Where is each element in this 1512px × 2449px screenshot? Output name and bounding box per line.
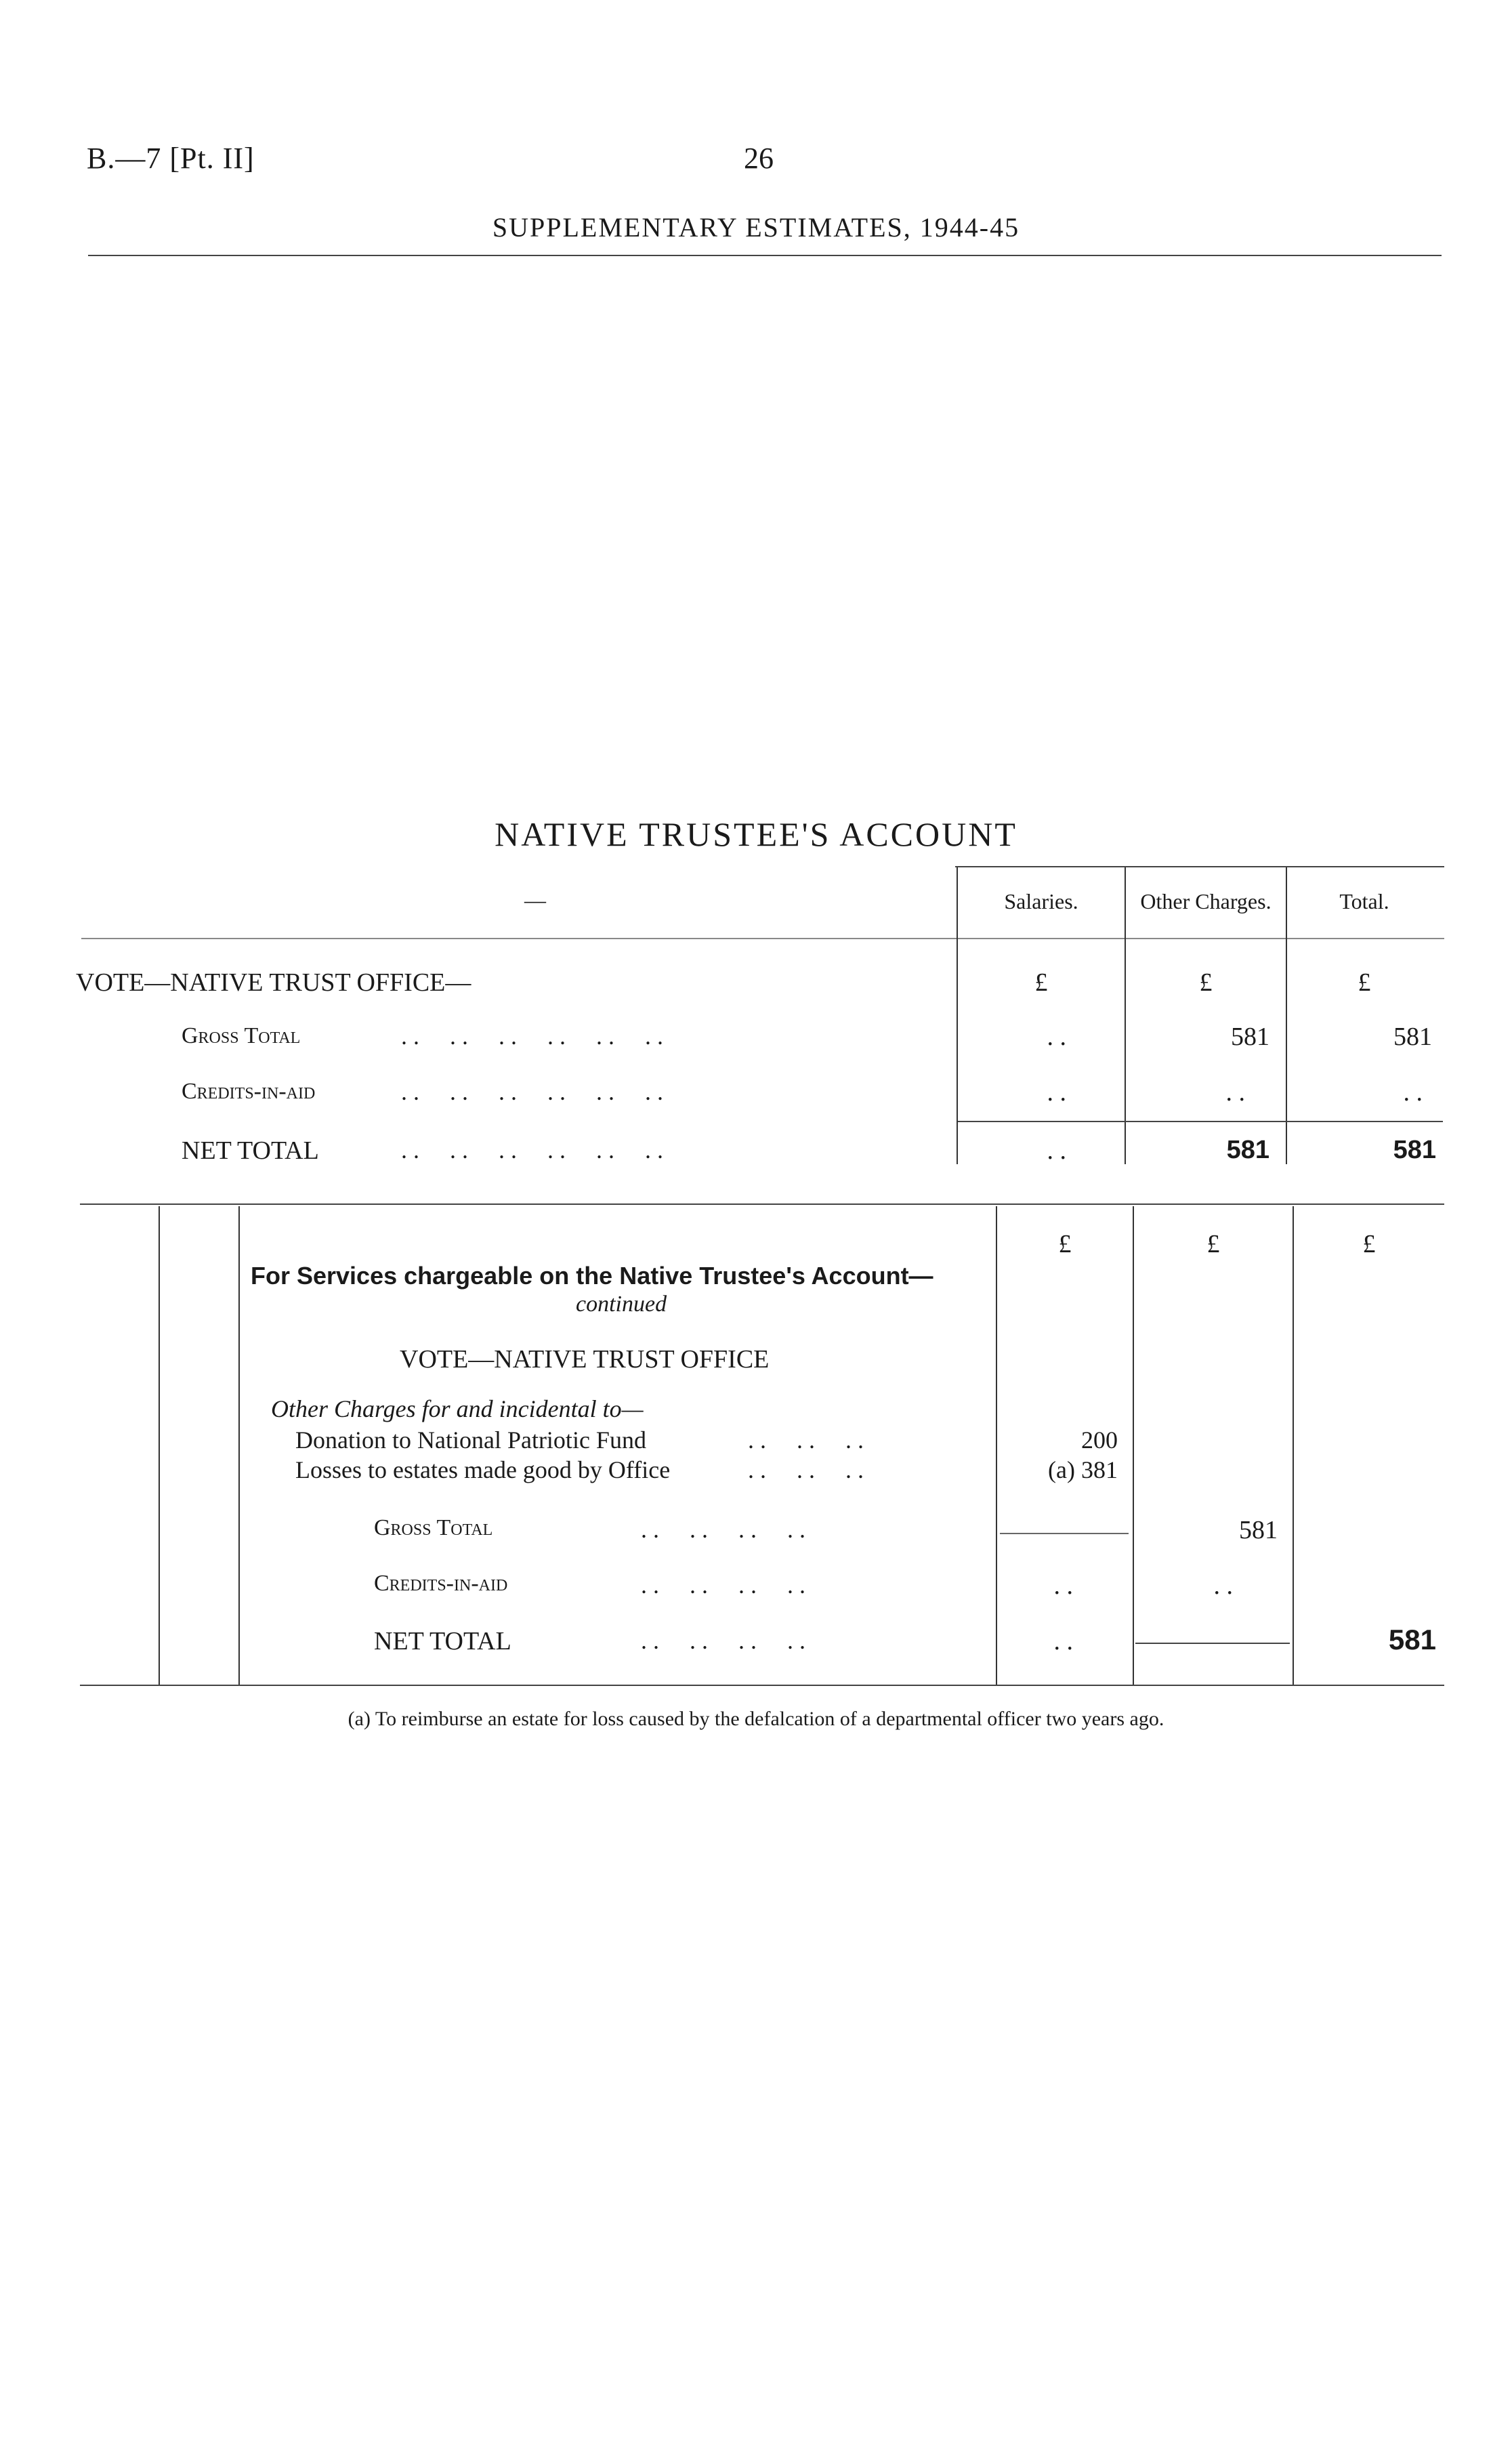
net-total-other: 581 — [1226, 1136, 1269, 1164]
detail-pound-3: £ — [1362, 1230, 1376, 1258]
detail-item-losses: Losses to estates made good by Office — [295, 1456, 671, 1483]
other-charges-column-head: Other Charges. — [1140, 889, 1272, 913]
header-rule — [88, 255, 1442, 256]
detail-left-rule-1 — [159, 1206, 160, 1685]
detail-divider-2 — [1133, 1206, 1134, 1685]
page-title: SUPPLEMENTARY ESTIMATES, 1944-45 — [492, 212, 1020, 243]
detail-item-donation-dots: . . . . . . — [748, 1426, 864, 1454]
detail-credits-in-aid-label: Credits-in-aid — [374, 1571, 508, 1596]
blank-column-head: — — [524, 888, 546, 912]
detail-subhead: Other Charges for and incidental to— — [271, 1395, 644, 1422]
detail-heading: For Services chargeable on the Native Trustee's Account— — [251, 1262, 933, 1290]
detail-bottom-rule — [80, 1685, 1444, 1686]
credits-in-aid-label: Credits-in-aid — [182, 1079, 316, 1104]
detail-item-losses-value: (a) 381 — [1048, 1456, 1118, 1483]
detail-divider-3 — [1293, 1206, 1294, 1685]
net-total-salaries: . . — [1047, 1136, 1066, 1165]
summary-divider-3 — [1286, 867, 1287, 1164]
total-pound: £ — [1358, 968, 1371, 997]
other-pound: £ — [1199, 968, 1213, 997]
detail-net-total-value: 581 — [1388, 1624, 1436, 1655]
account-title: NATIVE TRUSTEE'S ACCOUNT — [495, 815, 1017, 853]
net-total-total: 581 — [1393, 1136, 1436, 1164]
detail-vote: VOTE—NATIVE TRUST OFFICE — [400, 1345, 770, 1374]
gross-total-salaries: . . — [1047, 1023, 1066, 1051]
net-total-label: NET TOTAL — [182, 1136, 319, 1165]
detail-credits-in-aid-dots: . . . . . . . . — [641, 1571, 805, 1599]
detail-net-salaries: . . — [1053, 1627, 1073, 1655]
summary-header-rule — [81, 938, 1444, 939]
detail-item-losses-dots: . . . . . . — [748, 1456, 864, 1483]
salaries-column-head: Salaries. — [1004, 889, 1078, 913]
page-number: 26 — [744, 142, 774, 175]
credits-in-aid-total: . . — [1403, 1078, 1423, 1107]
detail-gross-rule — [1000, 1533, 1129, 1534]
detail-pound-2: £ — [1206, 1230, 1220, 1258]
detail-net-total-label: NET TOTAL — [374, 1627, 511, 1655]
detail-net-rule — [1135, 1643, 1290, 1644]
detail-gross-total-label: Gross Total — [374, 1515, 493, 1540]
summary-divider-2 — [1125, 867, 1126, 1164]
gross-total-label: Gross Total — [182, 1023, 301, 1048]
credits-in-aid-dots: . . . . . . . . . . . . — [401, 1078, 663, 1105]
total-column-head: Total. — [1339, 889, 1389, 913]
summary-top-rule — [955, 866, 1444, 867]
detail-heading-continued: continued — [576, 1292, 667, 1317]
footnote: (a) To reimburse an estate for loss caused by the defalcation of a departmental officer two years ago. — [348, 1708, 1164, 1730]
gross-total-dots: . . . . . . . . . . . . — [401, 1023, 663, 1050]
gross-total-total: 581 — [1393, 1023, 1432, 1051]
detail-credits-other: . . — [1213, 1571, 1233, 1600]
vote-label: VOTE—NATIVE TRUST OFFICE— — [76, 968, 471, 997]
detail-net-total-dots: . . . . . . . . — [641, 1627, 805, 1654]
gross-total-other: 581 — [1231, 1023, 1269, 1051]
credits-in-aid-other: . . — [1225, 1078, 1245, 1107]
summary-divider-1 — [957, 867, 958, 1164]
detail-item-donation: Donation to National Patriotic Fund — [295, 1426, 646, 1454]
detail-gross-total-other: 581 — [1239, 1516, 1278, 1544]
document-reference: B.—7 [Pt. II] — [87, 142, 255, 175]
summary-bottom-rule — [80, 1203, 1444, 1205]
detail-gross-total-dots: . . . . . . . . — [641, 1516, 805, 1543]
detail-credits-salaries: . . — [1053, 1571, 1073, 1600]
detail-item-donation-value: 200 — [1081, 1426, 1118, 1454]
detail-left-rule-2 — [238, 1206, 240, 1685]
net-total-rule — [958, 1121, 1443, 1122]
detail-pound-1: £ — [1058, 1230, 1072, 1258]
credits-in-aid-salaries: . . — [1047, 1078, 1066, 1107]
net-total-dots: . . . . . . . . . . . . — [401, 1136, 663, 1164]
salaries-pound: £ — [1034, 968, 1048, 997]
